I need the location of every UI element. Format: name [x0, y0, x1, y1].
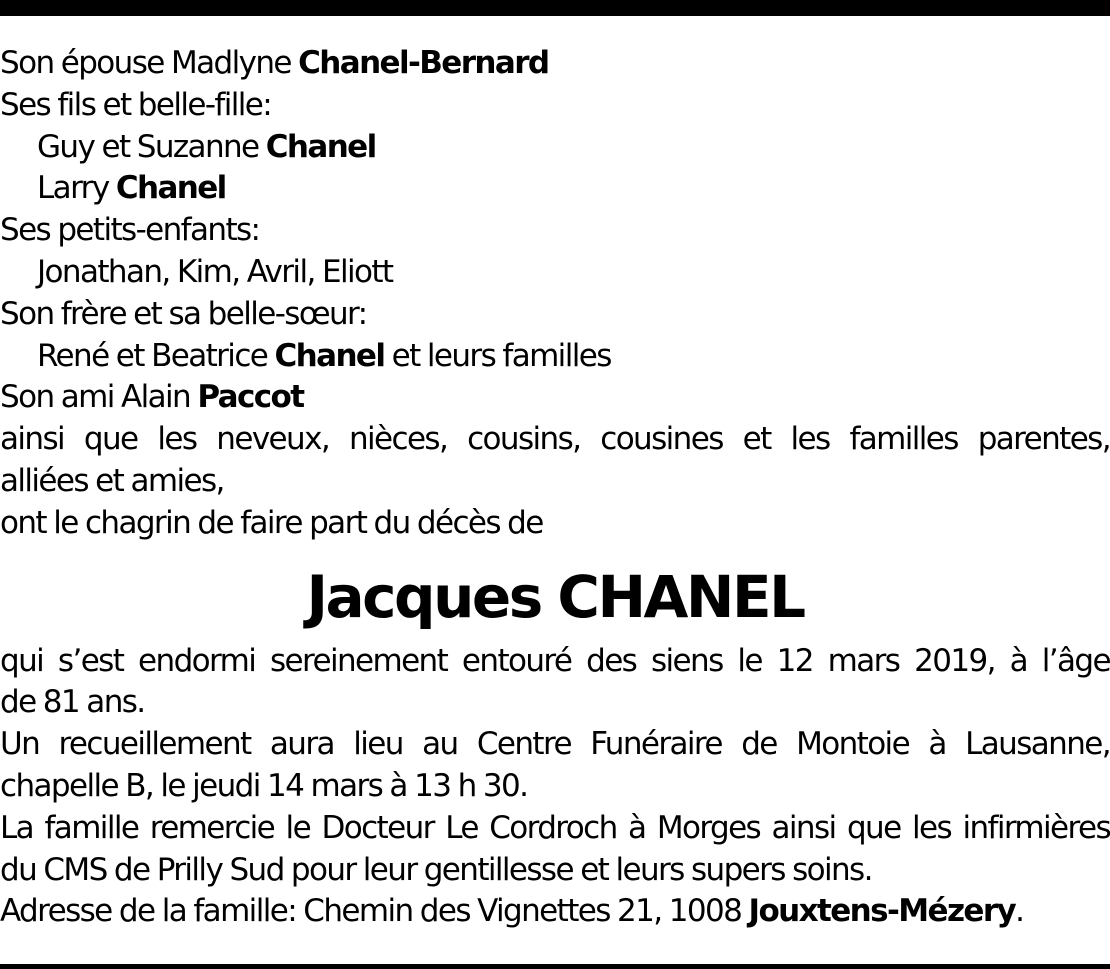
spouse-text: Son épouse Madlyne: [0, 45, 299, 81]
son2-text: Larry: [37, 170, 116, 207]
friend-text: Son ami Alain: [0, 379, 198, 416]
relatives-line-2: alliées et amies,: [0, 462, 224, 499]
obituary-notice: [0, 43, 1110, 933]
top-rule: [0, 0, 1110, 16]
son-line-2: [0, 168, 1110, 210]
son1-name: Chanel: [265, 128, 376, 165]
brother-suffix: et leurs familles: [384, 337, 611, 374]
brother-line: [0, 336, 1110, 378]
son-line-1: [0, 127, 1110, 169]
ceremony-line-1: Un recueillement aura lieu au Centre Funéraire de Montoie à Lausanne,: [0, 726, 1110, 763]
relatives-line-1: ainsi que les neveux, nièces, cousins, cousines et les familles parentes,: [0, 421, 1110, 458]
address-text: Adresse de la famille: Chemin des Vignettes 21, 1008: [0, 893, 749, 930]
friend-line: [0, 377, 1110, 419]
address-place: Jouxtens-Mézery: [748, 893, 1016, 930]
brother-text: René et Beatrice: [37, 337, 275, 374]
death-line-2: de 81 ans.: [0, 684, 145, 721]
thanks-line-1: La famille remercie le Docteur Le Cordroch à Morges ainsi que les infirmières: [0, 809, 1110, 846]
bottom-rule: [0, 964, 1110, 969]
address-suffix: .: [1015, 893, 1024, 930]
son1-text: Guy et Suzanne: [37, 128, 266, 165]
spouse-line: [0, 43, 1110, 85]
deceased-name: Jacques CHANEL: [306, 562, 804, 631]
thanks-line-2: du CMS de Prilly Sud pour leur gentillesse et leurs supers soins.: [0, 851, 872, 888]
spouse-name: Chanel-Bernard: [298, 45, 549, 81]
grandchildren-heading: Ses petits-enfants:: [0, 212, 260, 249]
grandchildren-line: Jonathan, Kim, Avril, Eliott: [37, 253, 393, 290]
announcement-line: ont le chagrin de faire part du décès de: [0, 504, 543, 541]
friend-name: Paccot: [197, 379, 304, 416]
address-line: [0, 891, 1110, 933]
son2-name: Chanel: [115, 170, 226, 207]
brother-name: Chanel: [274, 337, 385, 374]
brother-heading: Son frère et sa belle-sœur:: [0, 295, 367, 332]
sons-heading: Ses fils et belle-fille:: [0, 86, 272, 123]
ceremony-line-2: chapelle B, le jeudi 14 mars à 13 h 30.: [0, 767, 528, 804]
death-line-1: qui s’est endormi sereinement entouré des siens le 12 mars 2019, à l’âge: [0, 642, 1110, 679]
